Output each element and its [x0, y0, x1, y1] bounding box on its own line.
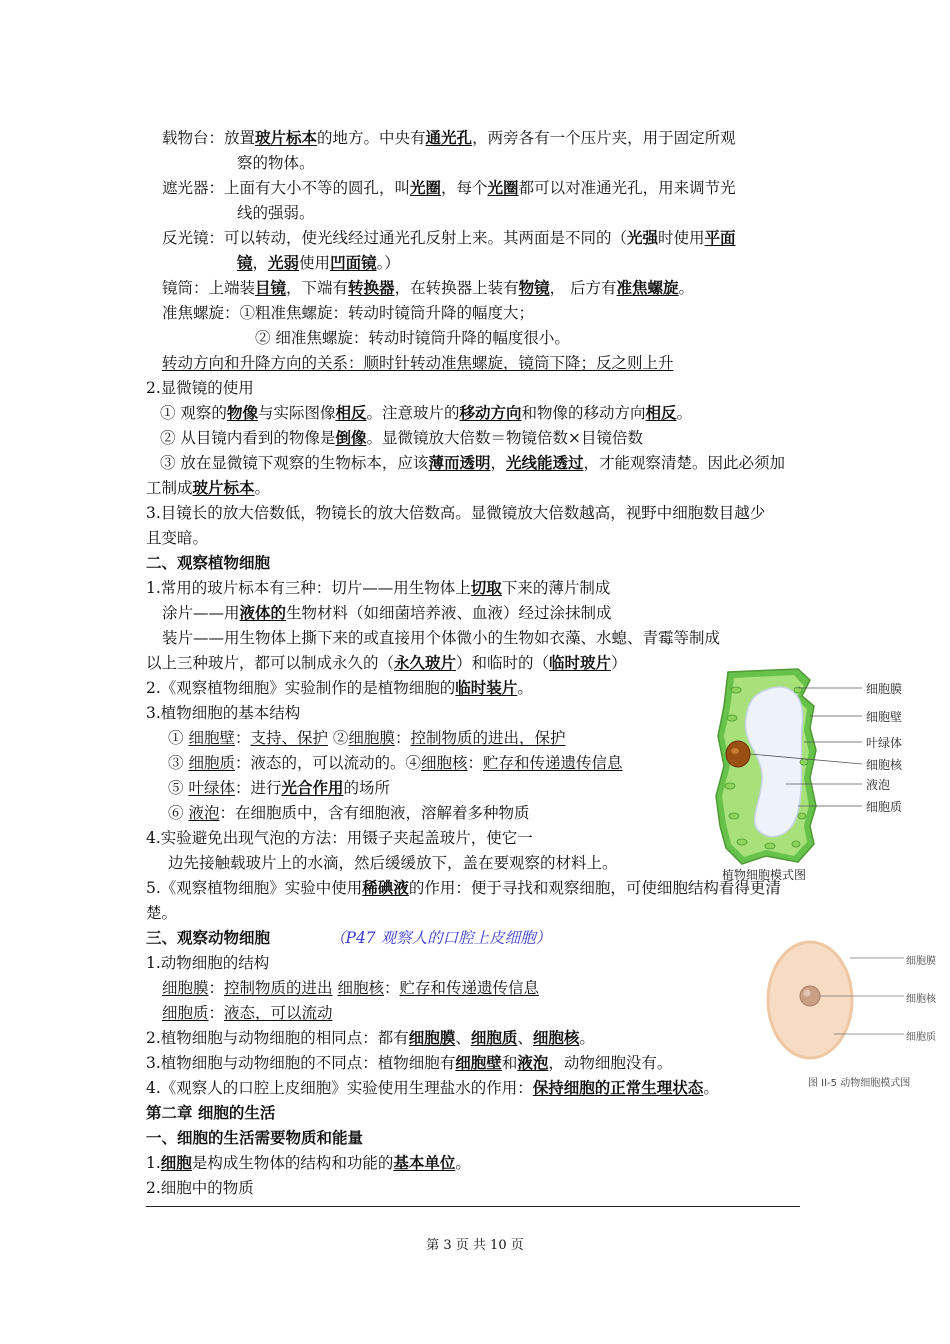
section-plant-cell-heading: [146, 553, 270, 573]
text-run: 薄而透明: [428, 453, 491, 472]
mirror-desc-line-1: [162, 228, 736, 248]
section-animal-cell-heading: [146, 928, 551, 948]
text-run: 临时玻片: [549, 653, 612, 672]
microscope-use-heading: [146, 378, 254, 398]
text-run: ：: [208, 1004, 225, 1022]
text-run: 稀碘液: [362, 878, 409, 897]
text-run: ：: [208, 979, 225, 997]
text-run: 1.常用的玻片标本有三种：切片——用生物体上: [146, 579, 471, 597]
mirror-desc-line-2: [237, 253, 400, 273]
text-run: 。: [455, 1154, 471, 1172]
plant-label-vacuole: 液泡: [866, 778, 891, 792]
text-run: 基本单位: [393, 1153, 456, 1172]
iodine-line-2: [146, 903, 177, 923]
text-run: 。: [678, 279, 695, 297]
text-run: 三、观察动物细胞: [146, 929, 271, 947]
plant-cell-diagram: [706, 666, 906, 882]
plant-structure-1: [168, 728, 565, 748]
text-run: 都可以对准通光孔，用来调节光: [518, 179, 736, 197]
animal-cell-figure: [764, 938, 946, 1092]
text-run: ② 细准焦螺旋：转动时镜筒升降的幅度很小。: [255, 329, 570, 347]
text-run: 线的强弱。: [237, 204, 315, 222]
text-run: 。）: [376, 254, 400, 272]
text-run: ：进行: [234, 779, 282, 797]
magnification-line-2: [146, 528, 208, 548]
text-run: 镜筒：上端装: [162, 279, 256, 297]
plant-structure-4: [168, 803, 529, 823]
diaphragm-desc-line-2: [237, 203, 315, 223]
text-run: 保持细胞的正常生理状态: [532, 1078, 704, 1097]
text-run: 镜: [237, 253, 253, 272]
text-run: ）和临时的（: [456, 654, 550, 672]
iodine-line-1: [146, 878, 781, 898]
text-run: 细胞质: [162, 1004, 209, 1022]
text-run: 光合作用: [281, 778, 344, 797]
text-run: 叶绿体: [188, 779, 235, 797]
slide-types-line-1: [146, 578, 610, 598]
footer-divider: [146, 1206, 800, 1207]
text-run: ① 观察的: [160, 404, 227, 422]
text-run: 4.实验避免出现气泡的方法：用镊子夹起盖玻片，使它一: [146, 829, 533, 847]
text-run: 遮光器：上面有大小不等的圆孔，叫: [162, 179, 411, 197]
text-run: 细胞膜: [348, 729, 395, 747]
text-run: 液泡: [188, 804, 220, 822]
text-run: 移动方向: [459, 403, 522, 422]
text-run: ）: [611, 654, 627, 672]
text-run: 。: [254, 479, 271, 497]
plant-structure-heading: [146, 703, 300, 723]
text-run: 1.动物细胞的结构: [146, 954, 270, 972]
text-run: ②: [327, 729, 349, 747]
text-run: 细胞核: [420, 754, 468, 772]
text-run: 的作用：便于寻找和观察细胞，可使细胞结构看得更清: [408, 879, 781, 897]
text-run: 和: [501, 1054, 518, 1072]
text-run: 平面: [704, 228, 736, 247]
text-run: 永久玻片: [394, 653, 457, 672]
text-run: 玻片标本: [192, 478, 255, 497]
text-run: 目镜: [255, 278, 287, 297]
text-run: 光线能透过: [505, 453, 584, 472]
slide-types-line-3: [162, 628, 720, 648]
text-run: ，动物细胞没有。: [548, 1054, 673, 1072]
focus-knob-line-2: [255, 328, 570, 348]
text-run: 细胞膜: [408, 1028, 456, 1047]
text-run: 控制物质的进出: [224, 979, 333, 997]
plant-label-wall: 细胞壁: [866, 710, 903, 724]
plant-figure-caption: 植物细胞模式图: [722, 868, 807, 882]
nucleus-shape: [726, 741, 750, 767]
text-run: 光圈: [487, 178, 519, 197]
text-run: ， 后方有: [549, 279, 617, 297]
use-point-3-line-1: [160, 453, 785, 473]
tube-desc-line: [162, 278, 694, 298]
text-run: 液态，可以流动: [224, 1004, 333, 1022]
section-life-heading: [146, 1128, 363, 1148]
animal-label-nucleus: 细胞核: [906, 994, 936, 1005]
cell-substance-line: [146, 1178, 254, 1198]
plant-label-chloroplast: 叶绿体: [866, 736, 903, 750]
use-point-1: [160, 403, 692, 423]
text-run: ，才能观察清楚。因此必须加: [583, 454, 785, 472]
text-run: 细胞质: [188, 754, 235, 772]
text-run: 液泡: [517, 1053, 549, 1072]
text-run: 3.目镜长的放大倍数低，物镜长的放大倍数高。显微镜放大倍数越高，视野中细胞数目越少: [146, 504, 766, 522]
text-run: 2.植物细胞与动物细胞的相同点：都有: [146, 1029, 409, 1047]
text-run: 反光镜：可以转动，使光线经过通光孔反射上来。其两面是不同的（: [162, 229, 628, 247]
text-run: ⑥: [168, 804, 189, 822]
text-run: 第二章 细胞的生活: [146, 1104, 276, 1122]
text-run: 临时装片: [455, 678, 518, 697]
text-run: 、: [517, 1029, 533, 1047]
text-run: 生物材料（如细菌培养液、血液）经过涂抹制成: [286, 604, 612, 622]
animal-structure-heading: [146, 953, 269, 973]
text-run: ：液态的，可以流动的。④: [234, 754, 421, 772]
cell-unit-line: [146, 1153, 471, 1173]
text-run: 相反: [645, 403, 677, 422]
text-run: 下来的薄片制成: [501, 579, 611, 597]
text-run: 3.植物细胞与动物细胞的不同点：植物细胞有: [146, 1054, 456, 1072]
text-run: 且变暗。: [146, 529, 209, 547]
text-run: 光圈: [410, 178, 442, 197]
text-run: 细胞质: [470, 1028, 518, 1047]
text-run: ，: [490, 454, 506, 472]
text-run: 。: [579, 1029, 595, 1047]
text-run: 与实际图像: [257, 404, 336, 422]
plant-cell-figure: [706, 666, 906, 882]
text-run: 贮存和传递遗传信息: [483, 754, 623, 772]
text-run: 。: [676, 404, 693, 422]
text-run: 细胞核: [337, 979, 384, 997]
bubble-method-line-1: [146, 828, 533, 848]
text-run: 液体的: [239, 603, 287, 622]
text-run: 3.植物细胞的基本结构: [146, 704, 301, 722]
text-run: 物镜: [518, 278, 550, 297]
text-run: 细胞壁: [188, 729, 235, 747]
text-run: ：: [234, 729, 251, 747]
text-run: 准焦螺旋: [616, 278, 679, 297]
text-run: ，下端有: [286, 279, 349, 297]
text-run: 细胞: [160, 1153, 192, 1172]
text-run: （P47 观察人的口腔上皮细胞）: [330, 929, 552, 947]
text-run: 5.《观察植物细胞》实验中使用: [146, 879, 363, 897]
stage-desc-line-1: [162, 128, 736, 148]
text-run: 察的物体。: [237, 154, 315, 172]
text-run: 通光孔: [425, 128, 473, 147]
text-run: 是构成生物体的结构和功能的: [191, 1154, 394, 1172]
text-run: ，在转换器上装有: [394, 279, 519, 297]
text-run: ② 从目镜内看到的物像是: [160, 429, 336, 447]
text-run: 4.《观察人的口腔上皮细胞》实验使用生理盐水的作用：: [146, 1079, 533, 1097]
text-run: 转动方向和升降方向的关系：顺时针转动准焦螺旋，镜筒下降；反之则上升: [162, 354, 674, 372]
animal-structure-2: [162, 1003, 333, 1023]
text-run: 倒像: [335, 428, 367, 447]
text-run: 2.细胞中的物质: [146, 1179, 254, 1197]
text-run: ：: [394, 729, 411, 747]
text-run: 。: [703, 1079, 719, 1097]
text-run: ：在细胞质中，含有细胞液，溶解着多种物质: [219, 804, 530, 822]
text-run: ①: [168, 729, 189, 747]
text-run: 楚。: [146, 904, 178, 922]
text-run: 和物像的移动方向: [521, 404, 646, 422]
plant-experiment-line: [146, 678, 533, 698]
text-run: 以上三种玻片，都可以制成永久的（: [146, 654, 395, 672]
magnification-line-1: [146, 503, 765, 523]
text-run: 光强: [627, 228, 659, 247]
text-run: ，每个: [441, 179, 488, 197]
slide-types-line-4: [146, 653, 627, 673]
diaphragm-desc-line-1: [162, 178, 736, 198]
text-run: ，两旁各有一个压片夹，用于固定所观: [472, 129, 736, 147]
page-number: 第 3 页 共 10 页: [426, 1238, 524, 1253]
text-run: 玻片标本: [255, 128, 318, 147]
animal-nucleus-shape: [800, 986, 820, 1006]
animal-label-cytoplasm: 细胞质: [906, 1032, 936, 1043]
rotation-relation-line: [162, 353, 674, 373]
plant-structure-2: [168, 753, 623, 773]
plant-label-cytoplasm: 细胞质: [866, 800, 903, 814]
text-run: 相反: [335, 403, 367, 422]
text-run: 切取: [470, 578, 502, 597]
text-run: ⑤: [168, 779, 189, 797]
stage-desc-line-2: [237, 153, 315, 173]
text-run: 2.《观察植物细胞》实验制作的是植物细胞的: [146, 679, 456, 697]
text-run: 的地方。中央有: [317, 129, 426, 147]
text-run: 时使用: [658, 229, 705, 247]
text-run: ③: [168, 754, 189, 772]
text-run: 准焦螺旋：①粗准焦螺旋：转动时镜筒升降的幅度大；: [162, 304, 535, 322]
animal-label-membrane: 细胞膜: [906, 956, 936, 967]
similarity-line: [146, 1028, 595, 1048]
use-point-3-line-2: [146, 478, 270, 498]
text-run: 。: [517, 679, 533, 697]
text-run: 细胞膜: [162, 979, 209, 997]
text-run: 。显微镜放大倍数＝物镜倍数×目镜倍数: [366, 429, 643, 447]
text-run: 细胞壁: [455, 1053, 502, 1072]
text-run: 2.显微镜的使用: [146, 379, 254, 397]
text-run: 二、观察植物细胞: [146, 554, 271, 572]
text-run: 物像: [226, 403, 258, 422]
text-run: 凹面镜: [330, 253, 377, 272]
text-run: 边先接触载玻片上的水滴，然后缓缓放下，盖在要观察的材料上。: [168, 854, 618, 872]
text-run: 涂片——用: [162, 604, 240, 622]
text-run: 一、细胞的生活需要物质和能量: [146, 1129, 364, 1147]
text-run: 装片——用生物体上撕下来的或直接用个体微小的生物如衣藻、水螅、青霉等制成: [162, 629, 721, 647]
plant-label-membrane: 细胞膜: [866, 682, 903, 696]
plant-label-nucleus: 细胞核: [866, 758, 903, 772]
text-run: 工制成: [146, 479, 193, 497]
difference-line: [146, 1053, 672, 1073]
text-run: ，: [252, 254, 269, 272]
text-run: ：: [467, 754, 483, 772]
text-run: 的场所: [343, 779, 390, 797]
text-run: 支持、保护: [250, 729, 328, 747]
text-run: 使用: [299, 254, 331, 272]
text-run: 光弱: [268, 253, 300, 272]
bubble-method-line-2: [168, 853, 618, 873]
text-run: 载物台：放置: [162, 129, 256, 147]
text-run: ：: [384, 979, 400, 997]
text-run: 转换器: [348, 278, 395, 297]
saline-line: [146, 1078, 719, 1098]
animal-figure-caption: 图 II-5 动物细胞模式图: [808, 1078, 911, 1089]
text-run: 。注意玻片的: [366, 404, 460, 422]
use-point-2: [160, 428, 643, 448]
animal-structure-1: [162, 978, 539, 998]
focus-knob-line-1: [162, 303, 534, 323]
text-run: 贮存和传递遗传信息: [399, 979, 540, 997]
text-run: 、: [455, 1029, 471, 1047]
plant-structure-3: [168, 778, 390, 798]
chapter-2-heading: [146, 1103, 275, 1123]
text-run: 控制物质的进出，保护: [410, 729, 566, 747]
text-run: 1.: [146, 1154, 161, 1172]
text-run: ③ 放在显微镜下观察的生物标本，应该: [160, 454, 429, 472]
text-run: 细胞核: [532, 1028, 580, 1047]
slide-types-line-2: [162, 603, 612, 623]
